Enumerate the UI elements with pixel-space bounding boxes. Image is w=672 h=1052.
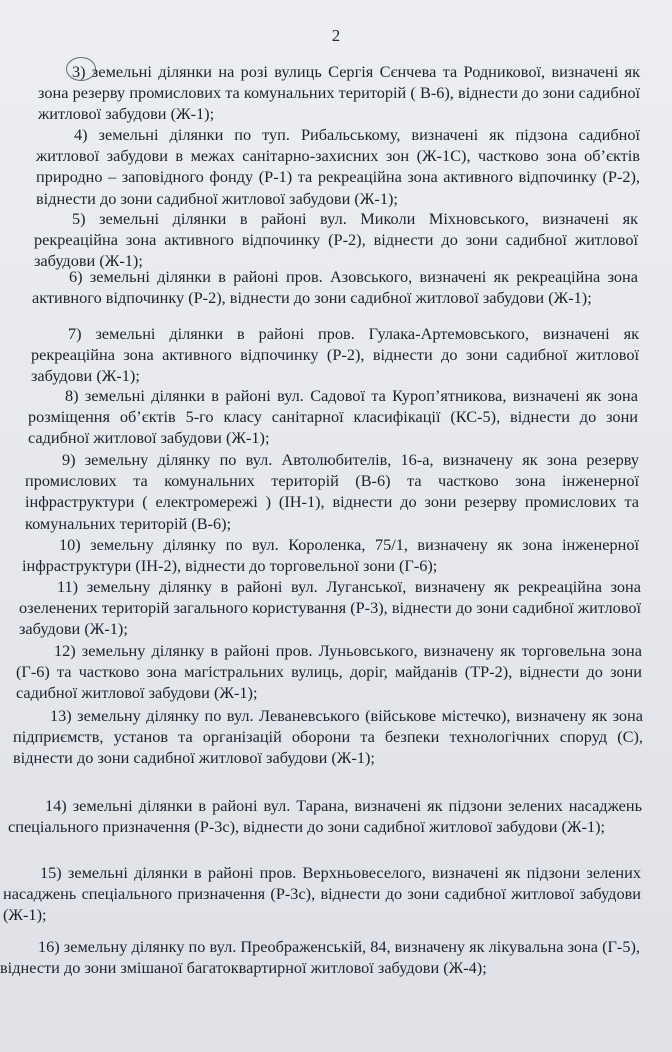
list-item-9: 9) земельну ділянку по вул. Автолюбителів, 16-а, визначену як зона резерву промислових та комунальних територій (В-6) та частково зона інженерної інфраструктури ( електромережі ) (ІН-1), віднести до зони резерву промислових та комунальних територій (В-6);	[25, 450, 639, 533]
list-item-7: 7) земельні ділянки в районі пров. Гулака-Артемовського, визначені як рекреаційна зона активного відпочинку (Р-2), віднести до зони садибної житлової забудови (Ж-1);	[31, 324, 639, 386]
list-item-11: 11) земельну ділянку в районі вул. Луганської, визначену як рекреаційна зона озеленених територій загального користування (Р-3), віднести до зони садибної житлової забудови (Ж-1);	[19, 577, 641, 639]
list-item-13: 13) земельну ділянку по вул. Леваневського (військове містечко), визначену як зона підприємств, установ та організацій оборони та безпеки технологічних споруд (С), віднести до зони садибної житлової забудови (Ж-1);	[13, 706, 643, 768]
list-item-3: 3) земельні ділянки на розі вулиць Сергія Сєнчева та Родникової, визначені як зона резерву промислових та комунальних територій ( В-6), віднести до зони садибної житлової забудови (Ж-1);	[38, 62, 640, 124]
list-item-6: 6) земельні ділянки в районі пров. Азовського, визначені як рекреаційна зона активного відпочинку (Р-2), віднести до зони садибної житлової забудови (Ж-1);	[32, 267, 638, 308]
list-item-16: 16) земельну ділянку по вул. Преображенській, 84, визначену як лікувальна зона (Г-5), віднести до зони змішаної багатоквартирної житлової забудови (Ж-4);	[0, 937, 640, 978]
list-item-14: 14) земельні ділянки в районі вул. Тарана, визначені як підзони зелених насаджень спеціального призначення (Р-3с), віднести до зони садибної житлової забудови (Ж-1);	[8, 796, 642, 837]
list-item-12: 12) земельну ділянку в районі пров. Луньовського, визначену як торговельна зона (Г-6) та частково зона магістральних вулиць, доріг, майданів (ТР-2), віднести до зони садибної житлової забудови (Ж-1);	[16, 641, 642, 703]
list-item-5: 5) земельні ділянки в районі вул. Миколи Міхновського, визначені як рекреаційна зона активного відпочинку (Р-2), віднести до зони садибної житлової забудови (Ж-1);	[34, 209, 638, 271]
list-item-4: 4) земельні ділянки по туп. Рибальському, визначені як підзона садибної житлової забудови в межах санітарно-захисних зон (Ж-1С), частково зона об’єктів природно – заповідного фонду (Р-1) та рекреаційна зона активного відпочинку (Р-2), віднести до зони садибної житлової забудови (Ж-1);	[36, 125, 640, 208]
list-item-8: 8) земельні ділянки в районі вул. Садової та Куроп’ятникова, визначені як зона розміщення об’єктів 5-го класу санітарної класифікації (КС-5), віднести до зони садибної житлової забудови (Ж-1);	[28, 386, 638, 448]
list-item-10: 10) земельну ділянку по вул. Короленка, 75/1, визначену як зона інженерної інфраструктури (ІН-2), віднести до торговельної зони (Г-6);	[22, 535, 639, 576]
page-number: 2	[331, 26, 341, 45]
list-item-15: 15) земельні ділянки в районі пров. Верхньовеселого, визначені як підзони зелених насаджень спеціального призначення (Р-3с), віднести до зони садибної житлової забудови (Ж-1);	[3, 863, 641, 925]
